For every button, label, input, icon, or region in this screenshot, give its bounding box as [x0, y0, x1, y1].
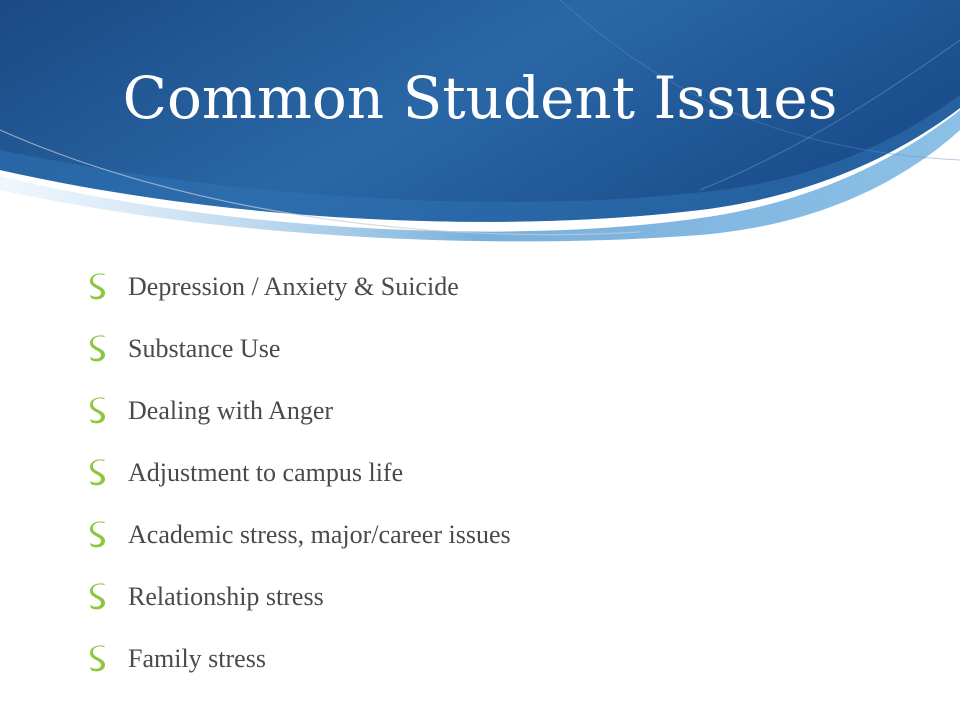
bullet-text: Adjustment to campus life	[128, 458, 404, 487]
stylized-s-bullet-icon	[88, 582, 110, 612]
list-item	[88, 380, 511, 442]
stylized-s-bullet-icon	[88, 334, 110, 364]
slide-title: Common Student Issues	[122, 64, 838, 132]
stylized-s-bullet-icon	[88, 520, 110, 550]
stylized-s-bullet-icon	[88, 396, 110, 426]
list-item	[88, 566, 511, 628]
list-item	[88, 504, 511, 566]
bullet-text: Dealing with Anger	[128, 396, 334, 425]
bullet-text: Family stress	[128, 644, 266, 673]
list-item	[88, 256, 511, 318]
stylized-s-bullet-icon	[88, 272, 110, 302]
bullet-text: Academic stress, major/career issues	[128, 520, 511, 549]
list-item	[88, 318, 511, 380]
bullet-text: Depression / Anxiety & Suicide	[128, 272, 459, 301]
list-item	[88, 628, 511, 690]
stylized-s-bullet-icon	[88, 644, 110, 674]
bullet-text: Relationship stress	[128, 582, 324, 611]
bullet-list	[88, 256, 511, 690]
bullet-text: Substance Use	[128, 334, 281, 363]
list-item	[88, 442, 511, 504]
stylized-s-bullet-icon	[88, 458, 110, 488]
